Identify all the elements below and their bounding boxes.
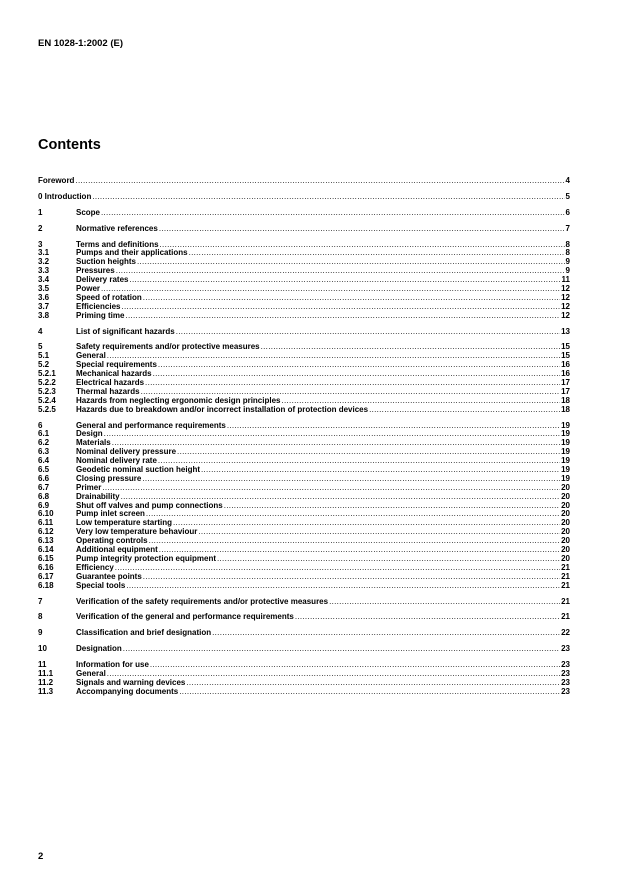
toc-entry-page: 9 bbox=[565, 266, 570, 276]
toc-entry-number: 6.3 bbox=[38, 447, 50, 457]
toc-entry-number: 3.1 bbox=[38, 248, 50, 258]
toc-entry-number: 6.16 bbox=[38, 562, 54, 572]
toc-entry[interactable] bbox=[38, 582, 570, 591]
toc-dot-leader bbox=[143, 294, 560, 303]
toc-entry-page: 15 bbox=[561, 351, 570, 361]
toc-entry-title: Signals and warning devices bbox=[76, 677, 186, 687]
toc-dot-leader bbox=[227, 422, 560, 431]
toc-entry-title: Terms and definitions bbox=[76, 239, 159, 249]
toc-dot-leader bbox=[177, 448, 560, 457]
toc-entry-page: 22 bbox=[561, 628, 570, 638]
toc-dot-leader bbox=[369, 406, 560, 415]
toc-entry-page: 20 bbox=[561, 518, 570, 528]
toc-entry-title: Normative references bbox=[76, 223, 158, 233]
toc-entry-number: 3.4 bbox=[38, 275, 50, 285]
toc-dot-leader bbox=[121, 303, 560, 312]
toc-entry-number: 3.7 bbox=[38, 301, 50, 311]
toc-entry-page: 23 bbox=[561, 660, 570, 670]
toc-entry-number: 6.11 bbox=[38, 518, 54, 528]
toc-entry-page: 19 bbox=[561, 438, 570, 448]
toc-entry[interactable] bbox=[38, 661, 570, 670]
toc-entry-title: Hazards from neglecting ergonomic design principles bbox=[76, 395, 281, 405]
toc-entry-title: 0 Introduction bbox=[38, 191, 92, 201]
toc-entry-number: 3.8 bbox=[38, 310, 50, 320]
toc-dot-leader bbox=[186, 679, 560, 688]
toc-entry-page: 21 bbox=[561, 571, 570, 581]
toc-entry-page: 12 bbox=[561, 284, 570, 293]
toc-dot-leader bbox=[224, 502, 560, 511]
toc-entry-title: Nominal delivery rate bbox=[76, 456, 157, 466]
toc-dot-leader bbox=[102, 484, 560, 493]
toc-entry-title: Scope bbox=[76, 207, 101, 217]
toc-dot-leader bbox=[158, 457, 560, 466]
toc-dot-leader bbox=[149, 537, 561, 546]
toc-entry-number: 6 bbox=[38, 420, 43, 430]
toc-entry-title: General and performance requirements bbox=[76, 420, 226, 430]
toc-entry[interactable] bbox=[38, 312, 570, 321]
toc-dot-leader bbox=[160, 241, 565, 250]
toc-entry-page: 20 bbox=[561, 545, 570, 555]
toc-entry-title: Priming time bbox=[76, 310, 125, 320]
toc-entry-page: 20 bbox=[561, 500, 570, 510]
document-header: EN 1028-1:2002 (E) bbox=[38, 38, 124, 49]
toc-dot-leader bbox=[329, 598, 560, 607]
toc-entry-title: Operating controls bbox=[76, 536, 148, 546]
toc-entry-number: 8 bbox=[38, 612, 43, 622]
toc-entry-number: 6.6 bbox=[38, 473, 50, 483]
toc-entry-number: 5.1 bbox=[38, 351, 50, 361]
toc-entry-page: 6 bbox=[565, 207, 570, 217]
toc-entry-page: 20 bbox=[561, 527, 570, 537]
toc-entry-title: Pumps and their applications bbox=[76, 248, 188, 258]
toc-dot-leader bbox=[159, 225, 565, 234]
toc-entry-number: 6.2 bbox=[38, 438, 50, 448]
toc-entry-title: Geodetic nominal suction height bbox=[76, 465, 201, 475]
toc-entry-number: 6.15 bbox=[38, 553, 54, 563]
toc-entry-page: 21 bbox=[561, 596, 570, 606]
toc-entry-page: 16 bbox=[561, 360, 570, 370]
toc-entry-number: 1 bbox=[38, 207, 43, 217]
toc-dot-leader bbox=[123, 645, 560, 654]
toc-entry-number: 5 bbox=[38, 342, 43, 352]
toc-entry-title: Thermal hazards bbox=[76, 386, 140, 396]
toc-dot-leader bbox=[158, 361, 560, 370]
toc-dot-leader bbox=[173, 519, 560, 528]
toc-entry-title: Power bbox=[76, 284, 101, 293]
toc-entry-number: 10 bbox=[38, 644, 47, 654]
toc-entry-title: Primer bbox=[76, 482, 102, 492]
toc-entry-title: Low temperature starting bbox=[76, 518, 173, 528]
toc-entry[interactable] bbox=[38, 645, 570, 654]
toc-entry-title: Efficiencies bbox=[76, 301, 121, 311]
toc-entry-page: 16 bbox=[561, 369, 570, 379]
toc-entry-title: Pressures bbox=[76, 266, 115, 276]
toc-entry-title: Suction heights bbox=[76, 257, 136, 267]
toc-dot-leader bbox=[150, 661, 560, 670]
toc-entry-page: 12 bbox=[561, 292, 570, 302]
toc-entry-title: Electrical hazards bbox=[76, 378, 145, 388]
toc-entry-title: Speed of rotation bbox=[76, 292, 142, 302]
toc-entry-page: 20 bbox=[561, 553, 570, 563]
toc-entry-title: Pump inlet screen bbox=[76, 509, 145, 519]
toc-entry-number: 11.3 bbox=[38, 686, 54, 696]
toc-dot-leader bbox=[137, 258, 565, 267]
toc-entry-title: Verification of the general and performance requirements bbox=[76, 612, 294, 622]
toc-entry-number: 5.2.4 bbox=[38, 395, 56, 405]
toc-dot-leader bbox=[143, 573, 560, 582]
toc-entry-number: 6.14 bbox=[38, 545, 54, 555]
toc-entry-page: 15 bbox=[561, 342, 570, 352]
toc-entry[interactable] bbox=[38, 209, 570, 218]
toc-entry-number: 3.6 bbox=[38, 292, 50, 302]
toc-entry-page: 9 bbox=[565, 257, 570, 267]
toc-entry-page: 18 bbox=[561, 404, 570, 414]
toc-entry[interactable] bbox=[38, 406, 570, 415]
toc-entry-page: 19 bbox=[561, 447, 570, 457]
toc-entry-number: 5.2.1 bbox=[38, 369, 56, 379]
page-title: Contents bbox=[38, 137, 101, 153]
toc-entry-title: Information for use bbox=[76, 660, 149, 670]
toc-entry-number: 6.10 bbox=[38, 509, 54, 519]
toc-dot-leader bbox=[198, 528, 560, 537]
toc-dot-leader bbox=[217, 555, 560, 564]
toc-entry[interactable] bbox=[38, 177, 570, 186]
toc-entry-page: 19 bbox=[561, 456, 570, 466]
toc-entry-title: Materials bbox=[76, 438, 111, 448]
toc-entry-number: 5.2.2 bbox=[38, 378, 56, 388]
toc-dot-leader bbox=[75, 177, 564, 186]
table-of-contents bbox=[38, 177, 570, 697]
toc-dot-leader bbox=[153, 370, 561, 379]
toc-entry-number: 11.1 bbox=[38, 668, 54, 678]
toc-entry-page: 21 bbox=[561, 612, 570, 622]
toc-entry-title: List of significant hazards bbox=[76, 326, 175, 336]
toc-dot-leader bbox=[142, 475, 560, 484]
toc-entry-number: 3.3 bbox=[38, 266, 50, 276]
toc-entry[interactable] bbox=[38, 613, 570, 622]
toc-entry-number: 3.5 bbox=[38, 284, 50, 293]
toc-entry-page: 19 bbox=[561, 420, 570, 430]
toc-entry-number: 2 bbox=[38, 223, 43, 233]
toc-entry-number: 3.2 bbox=[38, 257, 50, 267]
toc-entry-number: 6.8 bbox=[38, 491, 50, 501]
toc-dot-leader bbox=[107, 352, 560, 361]
toc-entry-page: 13 bbox=[561, 326, 570, 336]
toc-entry-title: Special requirements bbox=[76, 360, 157, 370]
toc-entry-number: 6.7 bbox=[38, 482, 50, 492]
toc-dot-leader bbox=[129, 276, 560, 285]
toc-entry-page: 19 bbox=[561, 429, 570, 439]
toc-entry-title: Verification of the safety requirements and/or protective measures bbox=[76, 596, 329, 606]
toc-dot-leader bbox=[112, 439, 560, 448]
toc-entry-number: 5.2 bbox=[38, 360, 50, 370]
toc-entry[interactable] bbox=[38, 343, 570, 352]
toc-entry[interactable] bbox=[38, 328, 570, 337]
toc-entry-title: Guarantee points bbox=[76, 571, 142, 581]
toc-dot-leader bbox=[116, 267, 565, 276]
toc-entry-title: General bbox=[76, 668, 106, 678]
toc-entry-number: 6.17 bbox=[38, 571, 54, 581]
toc-entry-number: 9 bbox=[38, 628, 43, 638]
toc-entry[interactable] bbox=[38, 555, 570, 564]
toc-dot-leader bbox=[201, 466, 560, 475]
toc-entry-number: 6.4 bbox=[38, 456, 50, 466]
toc-dot-leader bbox=[159, 546, 560, 555]
toc-entry-number: 6.1 bbox=[38, 429, 50, 439]
toc-dot-leader bbox=[146, 510, 560, 519]
toc-entry-page: 23 bbox=[561, 677, 570, 687]
toc-entry-number: 3 bbox=[38, 239, 43, 249]
toc-entry-number: 5.2.3 bbox=[38, 386, 56, 396]
toc-dot-leader bbox=[189, 249, 565, 258]
toc-entry-page: 20 bbox=[561, 536, 570, 546]
toc-entry-number: 11.2 bbox=[38, 677, 54, 687]
toc-dot-leader bbox=[179, 688, 560, 697]
toc-entry[interactable] bbox=[38, 598, 570, 607]
toc-entry-title: Nominal delivery pressure bbox=[76, 447, 177, 457]
toc-entry-title: Shut off valves and pump connections bbox=[76, 500, 223, 510]
toc-entry-number: 6.12 bbox=[38, 527, 54, 537]
toc-entry-page: 8 bbox=[565, 239, 570, 249]
toc-entry-title: Efficiency bbox=[76, 562, 114, 572]
toc-entry-page: 17 bbox=[561, 386, 570, 396]
toc-entry-title: Drainability bbox=[76, 491, 120, 501]
toc-entry[interactable] bbox=[38, 193, 570, 202]
toc-dot-leader bbox=[126, 582, 560, 591]
toc-entry-page: 18 bbox=[561, 395, 570, 405]
toc-entry-title: Pump integrity protection equipment bbox=[76, 553, 217, 563]
toc-entry-page: 23 bbox=[561, 686, 570, 696]
toc-entry-title: Safety requirements and/or protective measures bbox=[76, 342, 260, 352]
toc-entry-title: Hazards due to breakdown and/or incorrect installation of protection devices bbox=[76, 404, 369, 414]
toc-entry-number: 6.18 bbox=[38, 580, 54, 590]
toc-entry-page: 4 bbox=[565, 175, 570, 185]
toc-entry-title: Design bbox=[76, 429, 103, 439]
toc-entry-number: 6.5 bbox=[38, 465, 50, 475]
toc-entry-title: General bbox=[76, 351, 106, 361]
toc-entry-page: 7 bbox=[565, 223, 570, 233]
toc-entry-page: 23 bbox=[561, 668, 570, 678]
toc-dot-leader bbox=[176, 328, 560, 337]
toc-entry-page: 20 bbox=[561, 509, 570, 519]
toc-entry-number: 11 bbox=[38, 660, 47, 670]
toc-entry-page: 12 bbox=[561, 301, 570, 311]
toc-dot-leader bbox=[212, 629, 560, 638]
toc-entry[interactable] bbox=[38, 276, 570, 285]
toc-entry-page: 20 bbox=[561, 491, 570, 501]
toc-entry[interactable] bbox=[38, 629, 570, 638]
toc-dot-leader bbox=[261, 343, 560, 352]
toc-entry-title: Designation bbox=[76, 644, 122, 654]
toc-entry-title: Classification and brief designation bbox=[76, 628, 212, 638]
toc-entry-number: 5.2.5 bbox=[38, 404, 56, 414]
toc-entry-title: Foreword bbox=[38, 175, 75, 185]
toc-entry-title: Delivery rates bbox=[76, 275, 129, 285]
toc-entry-page: 21 bbox=[561, 580, 570, 590]
toc-entry-page: 19 bbox=[561, 465, 570, 475]
toc-dot-leader bbox=[145, 379, 560, 388]
toc-entry[interactable] bbox=[38, 688, 570, 697]
toc-entry[interactable] bbox=[38, 258, 570, 267]
toc-dot-leader bbox=[101, 285, 560, 294]
toc-entry[interactable] bbox=[38, 430, 570, 439]
toc-entry-title: Closing pressure bbox=[76, 473, 142, 483]
toc-entry-title: Accompanying documents bbox=[76, 686, 179, 696]
toc-entry-title: Special tools bbox=[76, 580, 126, 590]
toc-dot-leader bbox=[125, 312, 560, 321]
toc-entry-page: 20 bbox=[561, 482, 570, 492]
page-number: 2 bbox=[38, 851, 44, 862]
toc-entry-number: 6.9 bbox=[38, 500, 50, 510]
toc-entry-title: Very low temperature behaviour bbox=[76, 527, 198, 537]
toc-entry[interactable] bbox=[38, 225, 570, 234]
toc-entry-page: 19 bbox=[561, 473, 570, 483]
toc-entry-page: 23 bbox=[561, 644, 570, 654]
toc-dot-leader bbox=[101, 209, 565, 218]
toc-entry-page: 12 bbox=[561, 310, 570, 320]
toc-entry[interactable] bbox=[38, 475, 570, 484]
toc-entry[interactable] bbox=[38, 422, 570, 431]
toc-entry-number: 6.13 bbox=[38, 536, 54, 546]
toc-dot-leader bbox=[104, 430, 560, 439]
toc-entry-title: Mechanical hazards bbox=[76, 369, 152, 379]
toc-dot-leader bbox=[92, 193, 564, 202]
toc-entry-page: 11 bbox=[561, 275, 570, 285]
toc-dot-leader bbox=[115, 564, 560, 573]
toc-entry-number: 7 bbox=[38, 596, 43, 606]
toc-entry-page: 17 bbox=[561, 378, 570, 388]
toc-entry-page: 8 bbox=[565, 248, 570, 258]
toc-entry-page: 21 bbox=[561, 562, 570, 572]
toc-entry-page: 5 bbox=[565, 191, 570, 201]
toc-dot-leader bbox=[295, 613, 560, 622]
toc-entry-title: Additional equipment bbox=[76, 545, 158, 555]
toc-entry-number: 4 bbox=[38, 326, 43, 336]
